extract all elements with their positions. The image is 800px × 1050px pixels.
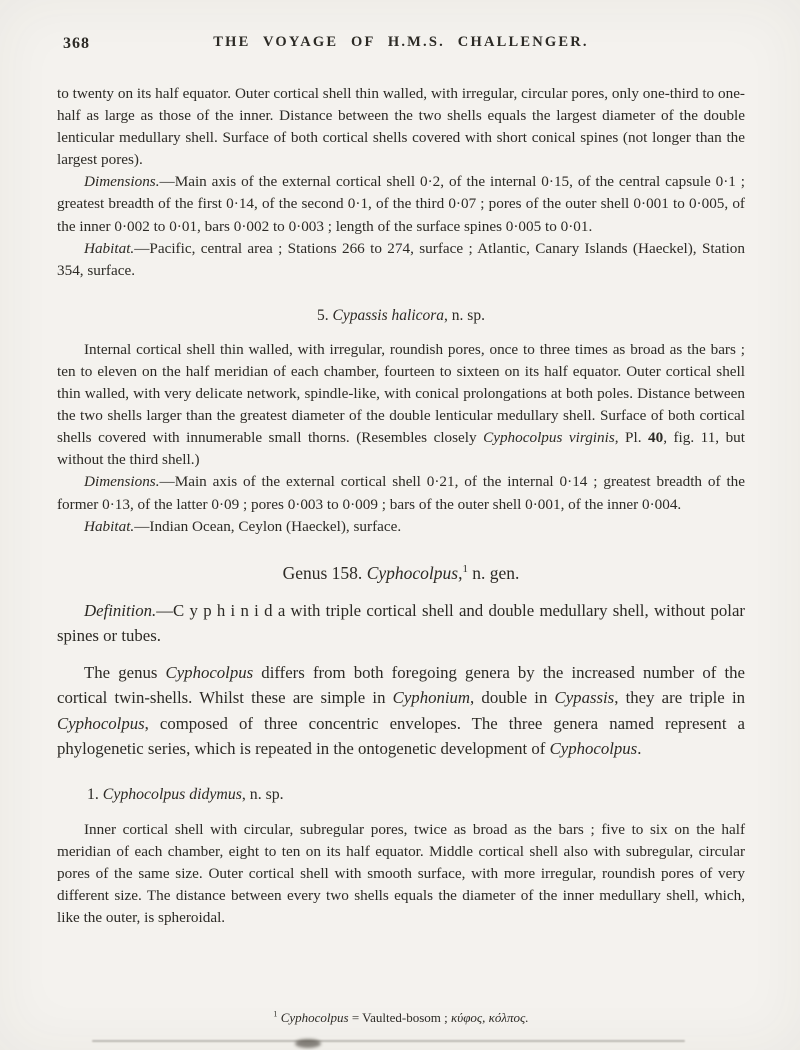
text-segment: Cyphocolpus, <box>366 562 463 583</box>
text-segment: Cyphonium <box>392 688 471 708</box>
text-segment: 5. <box>317 306 333 324</box>
footnote-reference: 1 <box>273 1009 278 1019</box>
page-body <box>57 83 745 1026</box>
text-segment: Dimensions. <box>84 173 160 191</box>
species-heading-cyphocolpus-didymus <box>57 784 745 805</box>
running-title: THE VOYAGE OF H.M.S. CHALLENGER. <box>213 34 589 50</box>
text-segment: Inner cortical shell with circular, subregular pores, twice as broad as the bars ; five to six on the half meridian of each chamber, eight to ten on its half equator. Middle cortical shell also with subregular, circular pores of the same size. Outer cortical shell with smooth surface, with more irregular, roundish pores of very different size. The distance between every two shells equals the diameter of the inner medullary shell, which, like the outer, is spheroidal. <box>57 820 745 927</box>
text-segment: Habitat. <box>84 517 135 535</box>
text-segment: Cyphocolpus virginis <box>483 429 615 447</box>
text-segment: Definition. <box>84 600 157 620</box>
text-segment: , Pl. <box>614 429 649 447</box>
text-segment: to twenty on its half equator. Outer cortical shell thin walled, with irregular, circular pores, only one-third to one-half as large as those of the inner. Distance between the two shells equals the largest diameter of the double lenticular medullary shell. Surface of both cortical shells covered with short conical spines (not longer than the largest pores). <box>57 85 745 169</box>
text-segment: , double in <box>470 688 555 708</box>
text-segment: κύφος, κόλπος. <box>451 1010 529 1025</box>
footnote <box>57 1002 745 1026</box>
genus-heading-cyphocolpus <box>57 563 745 584</box>
text-segment: Cyphocolpus <box>165 663 254 683</box>
text-segment: , n. sp. <box>444 306 485 324</box>
text-segment: Cyphocolpus <box>57 713 145 733</box>
text-segment: , composed of three concentric envelopes. The three genera named represent a phylogenetic series, which is repeated in the ontogenetic development of <box>57 713 745 758</box>
text-segment: —Indian Ocean, Ceylon (Haeckel), surface. <box>134 517 402 535</box>
text-segment: —Pacific, central area ; Stations 266 to 274, surface ; Atlantic, Canary Islands (Haeckel), Station 354, surface. <box>57 239 745 279</box>
text-segment: —Main axis of the external cortical shell 0·2, of the internal 0·15, of the central capsule 0·1 ; greatest breadth of the first 0·14, of the second 0·1, of the third 0·07 ; pores of the outer shell 0·001 to 0·005, of the inner 0·002 to 0·01, bars 0·002 to 0·003 ; length of the surface spines 0·005 to 0·01. <box>57 173 745 235</box>
description-paragraph <box>57 819 745 929</box>
text-segment: Dimensions. <box>84 473 160 491</box>
text-segment: Cypassis <box>554 688 615 708</box>
text-segment: , n. sp. <box>241 785 284 803</box>
description-paragraph <box>57 339 745 472</box>
text-segment: = Vaulted-bosom ; <box>348 1010 451 1025</box>
text-segment: Cyphocolpus <box>280 1010 349 1025</box>
scan-artifact-line <box>92 1040 685 1042</box>
text-segment: , fig. 11, but without the third shell.) <box>57 429 745 469</box>
text-segment: 1. <box>87 785 103 803</box>
definition-paragraph <box>57 598 745 648</box>
text-segment: . <box>637 738 642 758</box>
text-segment: Cyphocolpus didymus <box>102 785 242 803</box>
scan-artifact-smudge <box>295 1039 321 1048</box>
dimensions-paragraph <box>57 471 745 515</box>
text-segment: Internal cortical shell thin walled, with irregular, roundish pores, once to three times as broad as the bars ; ten to eleven on the half meridian of each chamber, fourteen to sixteen on its half equator. Outer cortical shell thin walled, with very delicate network, spindle-like, with conical prolongations at both poles. Distance between the two shells larger than the greatest diameter of the double lenticular medullary shell. Surface of both cortical shells covered with innumerable small thorns. (Resembles closely <box>57 340 745 447</box>
text-segment: n. gen. <box>467 562 520 583</box>
text-segment: The genus <box>84 663 166 683</box>
dimensions-paragraph <box>57 171 745 237</box>
text-segment: Cypassis halicora <box>332 306 445 324</box>
page-header <box>57 34 745 56</box>
text-segment: Cyphocolpus <box>549 738 638 758</box>
habitat-paragraph <box>57 238 745 282</box>
page-number: 368 <box>63 35 90 52</box>
text-segment: Genus 158. <box>282 562 367 583</box>
text-segment: 40 <box>648 429 664 447</box>
continuation-paragraph <box>57 83 745 171</box>
species-heading-cypassis-halicora <box>57 305 745 326</box>
text-segment: differs from both foregoing genera by the increased number of the cortical twin-shells. Whilst these are simple in <box>57 663 745 708</box>
habitat-paragraph <box>57 516 745 538</box>
text-segment: , they are triple in <box>614 688 745 708</box>
text-segment: —Main axis of the external cortical shell 0·21, of the internal 0·14 ; greatest breadth of the former 0·13, of the latter 0·09 ; pores 0·003 to 0·009 ; bars of the outer shell 0·001, of the inner 0·004. <box>57 473 745 513</box>
footnote-reference: 1 <box>462 562 468 575</box>
genus-discussion-paragraph <box>57 660 745 761</box>
text-segment: Habitat. <box>84 239 135 257</box>
text-segment: —C y p h i n i d a with triple cortical shell and double medullary shell, without polar spines or tubes. <box>57 600 745 645</box>
